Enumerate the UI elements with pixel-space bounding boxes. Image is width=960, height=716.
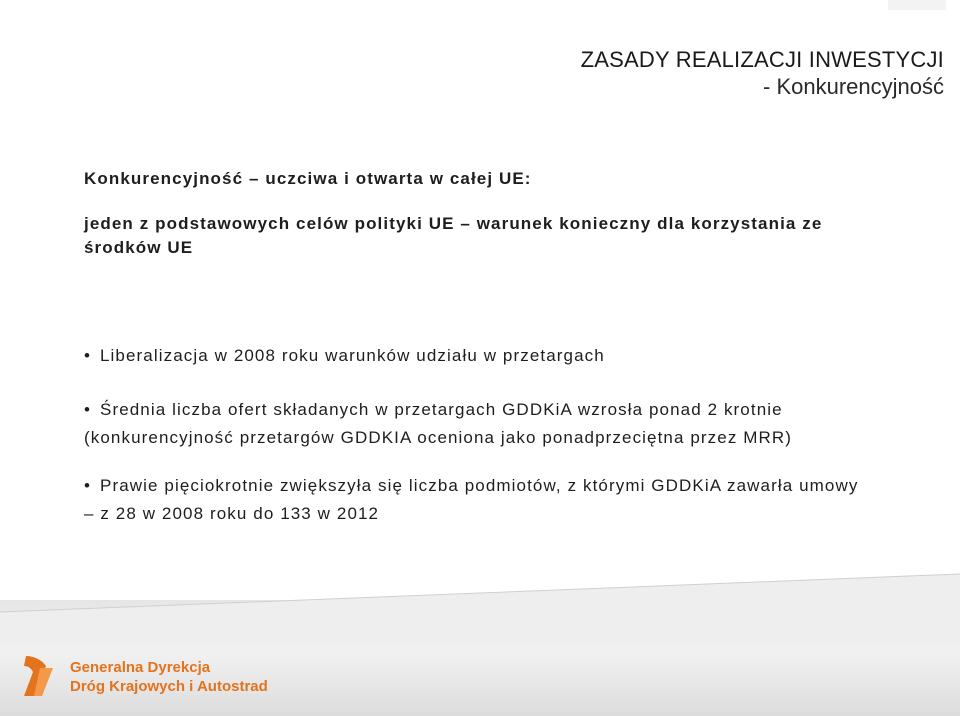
footer-wedge [0, 570, 960, 640]
bullet-text: Prawie pięciokrotnie zwiększyła się liczba podmiotów, z którymi GDDKiA zawarła umowy [100, 476, 859, 495]
bullet-continuation: – z 28 w 2008 roku do 133 w 2012 [84, 504, 380, 523]
bullet-continuation: (konkurencyjność przetargów GDDKIA oceniona jako ponadprzeciętna przez MRR) [84, 428, 793, 447]
bullet-list [84, 342, 944, 528]
intro-text: jeden z podstawowych celów polityki UE – warunek konieczny dla korzystania ze środków UE [84, 214, 823, 257]
bullet-marker: • [84, 476, 92, 495]
intro-heading: Konkurencyjność – uczciwa i otwarta w całej UE: [84, 169, 532, 188]
gddkia-logo-icon [20, 654, 56, 698]
title-block [581, 46, 944, 100]
bullet-marker: • [84, 346, 92, 365]
bullet-text: Średnia liczba ofert składanych w przetargach GDDKiA wzrosła ponad 2 krotnie [100, 400, 783, 419]
slide-subtitle: - Konkurencyjność [763, 74, 944, 99]
bullet-item [84, 396, 944, 452]
slide-title: ZASADY REALIZACJI INWESTYCJI [580, 47, 944, 72]
corner-decoration [888, 0, 946, 10]
organization-name [70, 658, 268, 696]
organization-name-line1: Generalna Dyrekcja [70, 659, 211, 676]
bullet-item [84, 472, 944, 528]
bullet-marker: • [84, 400, 92, 419]
bullet-text: Liberalizacja w 2008 roku warunków udziału w przetargach [100, 346, 605, 365]
intro-section [84, 168, 914, 260]
bullet-item [84, 342, 944, 370]
organization-name-line2: Dróg Krajowych i Autostrad [70, 678, 268, 695]
